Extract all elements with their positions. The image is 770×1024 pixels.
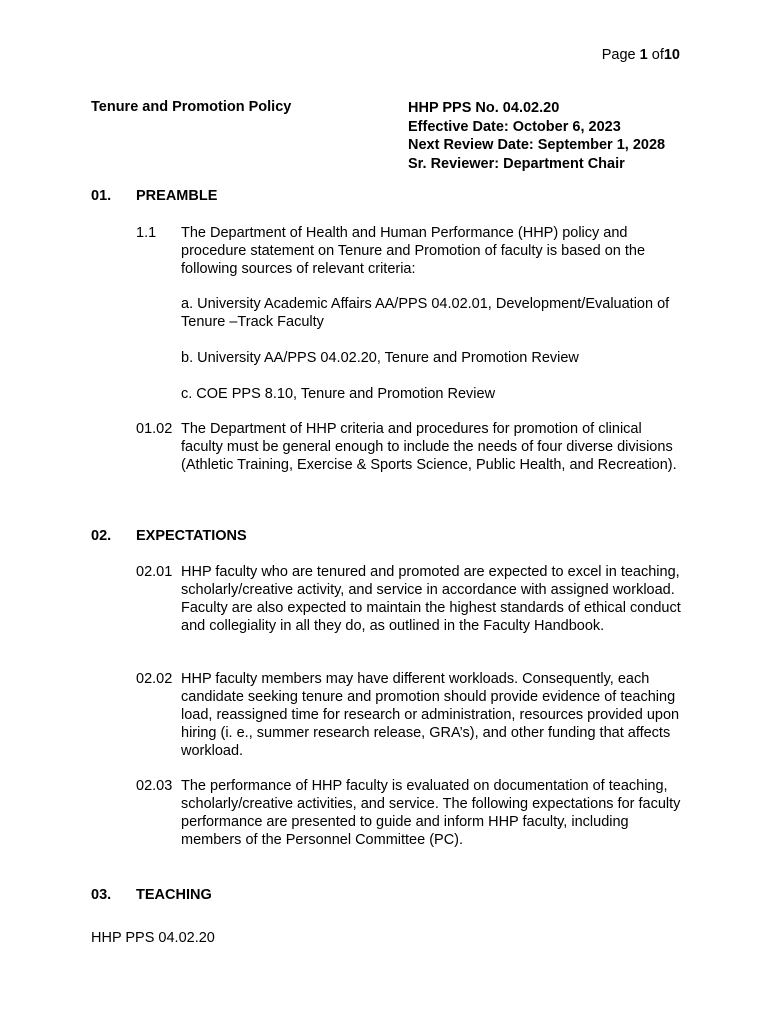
criteria-item-a: a. University Academic Affairs AA/PPS 04.02.01, Development/Evaluation of Tenure –Track Faculty xyxy=(181,296,670,330)
paragraph-02-03 xyxy=(136,777,681,849)
section-title: TEACHING xyxy=(136,887,212,903)
policy-title: Tenure and Promotion Policy xyxy=(91,99,292,115)
page-label: Page xyxy=(601,47,636,63)
page-footer: HHP PPS 04.02.20 xyxy=(91,930,215,946)
paragraph-text: HHP faculty members may have different workloads. Consequently, each candidate seeking tenure and promotion should provide evidence of teaching load, reassigned time for research or administration, resources provided upon hiring (i. e., summer research release, GRA’s), and other funding that affects workload. xyxy=(181,671,680,759)
paragraph-02-01 xyxy=(136,563,681,635)
section-number: 02. xyxy=(91,528,112,544)
section-heading-teaching xyxy=(91,887,212,903)
paragraph-number: 01.02 xyxy=(136,421,173,437)
page-current: 1 xyxy=(639,47,648,63)
paragraph-number: 02.02 xyxy=(136,671,173,687)
paragraph-02-02 xyxy=(136,670,681,760)
section-title: EXPECTATIONS xyxy=(136,528,247,544)
next-review-date: Next Review Date: September 1, 2028 xyxy=(408,137,666,153)
paragraph-number: 1.1 xyxy=(136,225,157,241)
paragraph-1-1 xyxy=(136,224,681,278)
effective-date: Effective Date: October 6, 2023 xyxy=(408,118,621,135)
pps-number: HHP PPS No. 04.02.20 xyxy=(408,100,560,116)
senior-reviewer: Sr. Reviewer: Department Chair xyxy=(408,155,625,172)
paragraph-text: HHP faculty who are tenured and promoted are expected to excel in teaching, scholarly/creative activity, and service in accordance with assigned workload. Faculty are also expected to maintain the highest standards of ethical conduct and collegiality in all they do, as outlined in the Faculty Handbook. xyxy=(181,564,681,634)
page-number xyxy=(602,47,680,63)
paragraph-text: The performance of HHP faculty is evaluated on documentation of teaching, scholarly/creative activities, and service. The following expectations for faculty performance are presented to guide and inform HHP faculty, including members of the Personnel Committee (PC). xyxy=(181,778,681,848)
section-heading-preamble xyxy=(91,188,217,204)
page-of: of xyxy=(651,47,664,63)
paragraph-text: The Department of Health and Human Performance (HHP) policy and procedure statement on Tenure and Promotion of faculty is based on the following sources of relevant criteria: xyxy=(181,225,646,277)
criteria-item-c: c. COE PPS 8.10, Tenure and Promotion Review xyxy=(181,386,496,402)
paragraph-text: The Department of HHP criteria and procedures for promotion of clinical faculty must be general enough to include the needs of four diverse divisions (Athletic Training, Exercise & Sports Science, Public Health, and Recreation). xyxy=(181,421,677,473)
policy-meta xyxy=(408,99,665,173)
section-number: 01. xyxy=(91,188,112,204)
paragraph-number: 02.03 xyxy=(136,778,173,794)
criteria-item-b: b. University AA/PPS 04.02.20, Tenure and Promotion Review xyxy=(181,350,579,366)
paragraph-01-02 xyxy=(136,420,681,474)
section-number: 03. xyxy=(91,887,112,903)
page-total: 10 xyxy=(663,47,680,63)
paragraph-number: 02.01 xyxy=(136,564,173,580)
section-heading-expectations xyxy=(91,528,247,544)
section-title: PREAMBLE xyxy=(136,188,218,204)
